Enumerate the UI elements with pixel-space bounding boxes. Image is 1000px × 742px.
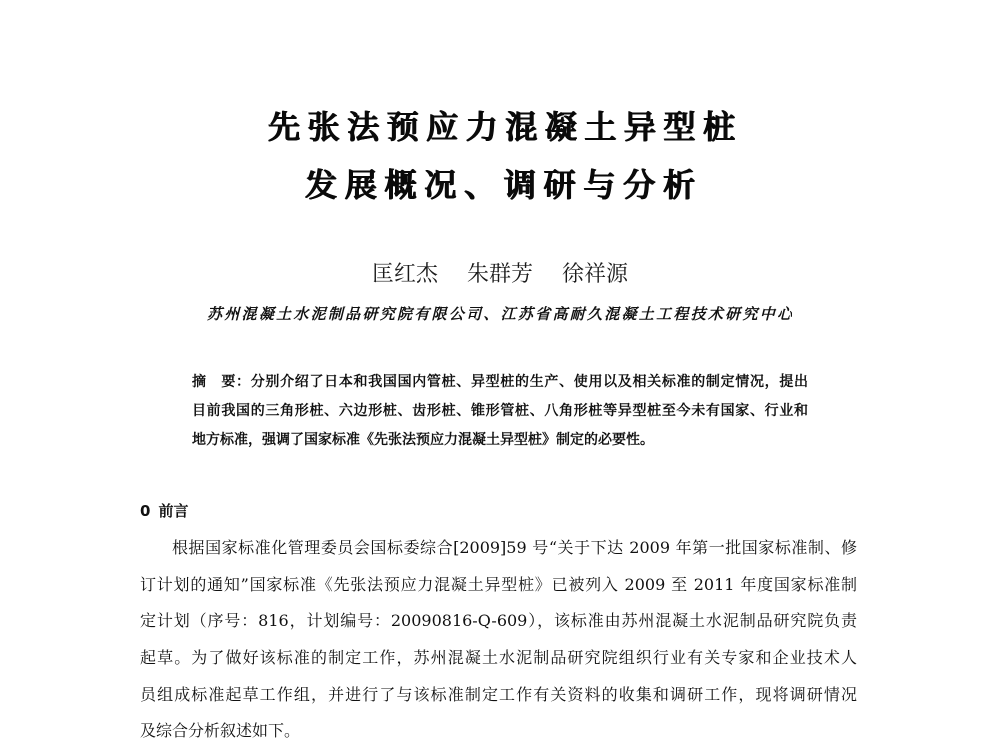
abstract-line-3: 地方标准，强调了国家标准《先张法预应力混凝土异型桩》制定的必要性。 <box>192 432 654 448</box>
abstract-label: 摘 要： <box>192 374 251 390</box>
body-text-line: 定计划（序号：816，计划编号：20090816-Q-609），该标准由苏州混凝土水泥制品研究院负责 <box>140 611 857 630</box>
body-text-line: 订计划的通知”国家标准《先张法预应力混凝土异型桩》已被列入 2009 至 2011 年度国家标准制 <box>140 575 857 594</box>
section-title: 前言 <box>158 502 189 520</box>
abstract-line-2: 目前我国的三角形桩、六边形桩、齿形桩、锥形管桩、八角形桩等异型桩至今未有国家、行业和 <box>192 403 808 419</box>
author-name: 朱群芳 <box>466 262 533 287</box>
author-name: 匡红杰 <box>372 262 439 287</box>
author-affiliation: 苏州混凝土水泥制品研究院有限公司、江苏省高耐久混凝土工程技术研究中心 <box>207 305 792 323</box>
body-text-line: 根据国家标准化管理委员会国标委综合[2009]59 号“关于下达 2009 年第一批国家标准制、修 <box>172 538 857 557</box>
body-text-line: 起草。为了做好该标准的制定工作，苏州混凝土水泥制品研究院组织行业有关专家和企业技术人 <box>140 648 857 667</box>
paper-title-line-1: 先张法预应力混凝土异型桩 <box>268 108 735 146</box>
author-name: 徐祥源 <box>561 262 628 287</box>
body-text-line: 及综合分析叙述如下。 <box>140 721 301 740</box>
abstract-line-1 <box>192 372 808 392</box>
abstract-text: 分别介绍了日本和我国国内管桩、异型桩的生产、使用以及相关标准的制定情况，提出 <box>250 374 808 390</box>
section-heading <box>140 500 188 522</box>
body-text-line: 员组成标准起草工作组，并进行了与该标准制定工作有关资料的收集和调研工作，现将调研情况 <box>140 685 857 704</box>
section-number: 0 <box>140 502 151 520</box>
paper-title-line-2: 发展概况、调研与分析 <box>305 166 695 204</box>
author-list <box>372 260 628 290</box>
